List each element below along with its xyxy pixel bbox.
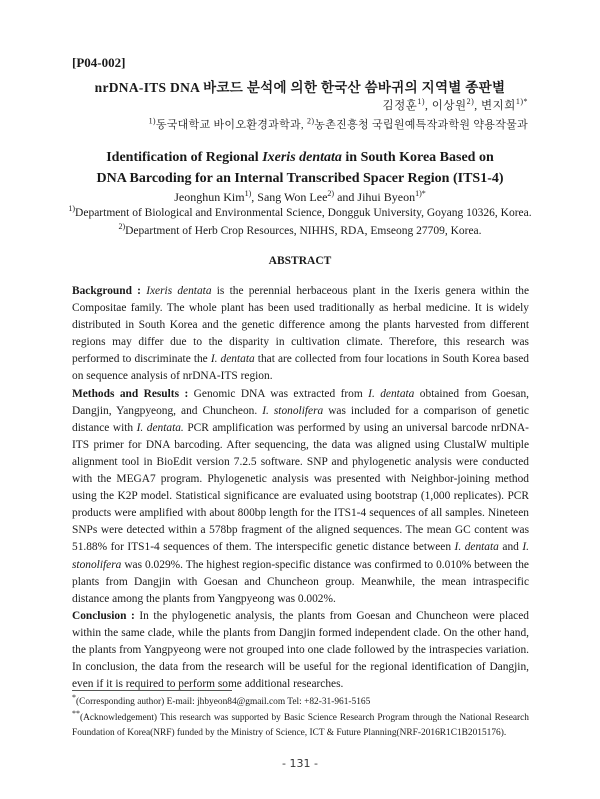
korean-author-3: 변지희 <box>481 100 516 112</box>
abstract-code: [P04-002] <box>72 55 126 70</box>
footnote-acknowledgement <box>72 708 529 740</box>
author-2-mark: 2) <box>327 189 335 198</box>
affiliation-1 <box>0 204 600 219</box>
korean-affiliations <box>149 116 528 132</box>
korean-authors: 김정훈$^{1)}$, 이상원$^{2)}$, 변지희$^{1)*}$ <box>382 97 528 112</box>
affiliation-1-text: Department of Biological and Environmental Science, Dongguk University, Goyang 10326, Korea. <box>75 207 532 219</box>
korean-author-1-mark: 1) <box>417 97 425 107</box>
page-number: - 131 - <box>282 757 318 770</box>
footnote-divider <box>72 690 232 691</box>
background-paragraph <box>72 283 529 386</box>
species-name: Ixeris dentata <box>146 285 212 297</box>
english-title-line-1 <box>0 150 600 166</box>
species-name: I. dentata <box>210 353 255 366</box>
author-separator-1: , <box>251 190 258 204</box>
affiliation-1-mark: 1) <box>68 204 76 214</box>
conclusion-text: In the phylogenetic analysis, the plants from Goesan and Chuncheon were placed within the same clade, while the plants from Dangjin formed independent clade. On the other hand, the plants from Yangpyeong were not grouped into one clade followed by the intraspecies variation. In conclusion, the data from the research will be useful for the regional identification of Dangjin, even if it is required to perform some additional researches. <box>72 609 529 691</box>
species-name: I. dentata. <box>136 421 184 434</box>
methods-paragraph <box>72 386 529 608</box>
korean-affil-2: 농촌진흥청 국립원예특작과학원 약용작물과 <box>314 119 528 131</box>
conclusion-label: Conclusion : <box>72 609 140 622</box>
footnote-1-text: (Corresponding author) E-mail: jhbyeon84@gmail.com Tel: +82-31-961-5165 <box>76 697 371 707</box>
korean-author-3-mark: 1)* <box>515 97 528 107</box>
methods-label: Methods and Results : <box>72 387 194 400</box>
methods-text-4: PCR amplification was performed by using an universal barcode nrDNA-ITS primer for DNA barcoding. After sequencing, the data was aligned using ClustalW multiple alignment tool in BioEdit version 7.2.5 software. SNP and phylogenetic analysis were conducted with the MEGA7 program. Phylogenetic analysis was presented with Neighbor-joining method using the K2P model. Statistical significance are evaluated using bootstrap (1,000 replicates). PCR products were amplified with about 800bp length for the ITS1-4 sequences of all samples. Nineteen SNPs were detected within a 578bp fragment of the aligned sequences. The mean GC content was 51.88% for ITS1-4 sequences of them. The interspecific genetic distance between <box>72 421 529 554</box>
background-label: Background : <box>72 285 147 297</box>
affiliation-2-text: Department of Herb Crop Resources, NIHHS, RDA, Emseong 27709, Korea. <box>125 225 482 237</box>
methods-text-2: obtained from Goesan, Dangjin, Yangpyeong, and Chuncheon. <box>72 387 530 417</box>
footnote-1-mark: * <box>72 692 76 702</box>
footnote-2-text: (Acknowledgement) This research was supported by Basic Science Research Program through the National Research Foundation of Korea(NRF) funded by the Ministry of Science, ICT & Future Planning(NRF-2016R1C1B2015176). <box>72 713 529 738</box>
english-title-line-2: DNA Barcoding for an Internal Transcribed Spacer Region (ITS1-4) <box>96 171 504 186</box>
background-text-2: that are collected from four locations in South Korea based on sequence analysis of nrDNA-ITS region. <box>72 353 530 383</box>
abstract-body <box>72 283 529 693</box>
author-separator-2: and <box>334 190 358 204</box>
author-1: Jeonghun Kim <box>174 190 245 204</box>
korean-author-2-mark: 2) <box>466 97 475 107</box>
affiliation-2-mark: 2) <box>118 222 126 232</box>
conclusion-paragraph <box>72 608 529 693</box>
title-suffix: in South Korea Based on <box>341 150 494 165</box>
author-2: Sang Won Lee <box>257 190 328 204</box>
title-prefix: Identification of Regional <box>106 150 263 165</box>
methods-text-6: was 0.029%. The highest region-specific distance was confirmed to 0.010% between the plants from Dangjin with Goesan and Chuncheon group. Meanwhile, the mean intraspecific distance among the plants from Yangpyeong was 0.002%. <box>72 558 529 605</box>
author-3-mark: 1)* <box>415 189 426 198</box>
korean-affil-2-mark: 2) <box>307 116 315 126</box>
affiliation-2 <box>0 222 600 237</box>
species-name: I. dentata <box>454 541 499 554</box>
species-name: I. stonolifera <box>72 541 530 571</box>
author-3: Jihui Byeon <box>357 190 416 204</box>
korean-author-1: 김정훈 <box>382 100 418 112</box>
footnote-2-mark: ** <box>72 708 80 718</box>
title-species: Ixeris dentata <box>262 150 342 165</box>
methods-text-3: was included for a comparison of genetic distance with <box>72 404 529 434</box>
methods-text-5: and <box>498 541 523 554</box>
korean-affil-1-mark: 1) <box>148 116 156 126</box>
author-1-mark: 1) <box>244 189 252 198</box>
abstract-heading: ABSTRACT <box>268 255 332 267</box>
korean-author-2: 이상원 <box>431 100 467 112</box>
english-authors <box>0 190 600 205</box>
korean-affil-1: 동국대학교 바이오환경과학과, <box>155 119 304 131</box>
species-name: I. stonolifera <box>262 404 324 417</box>
footnote-corresponding <box>72 692 529 710</box>
species-name: I. dentata <box>368 387 415 400</box>
methods-text-1: Genomic DNA was extracted from <box>193 387 369 400</box>
background-text-1: is the perennial herbaceous plant in the Ixeris genera within the Compositae family. The whole plant has been used traditionally as herbal medicine. It is widely distributed in South Korea and the genetic difference among the plants harvested from different regions may differ due to the disparity in cultivation climate. Therefore, this research was performed to discriminate the <box>72 285 530 366</box>
korean-title: nrDNA-ITS DNA 바코드 분석에 의한 한국산 씀바귀의 지역별 종판별 <box>94 80 506 95</box>
